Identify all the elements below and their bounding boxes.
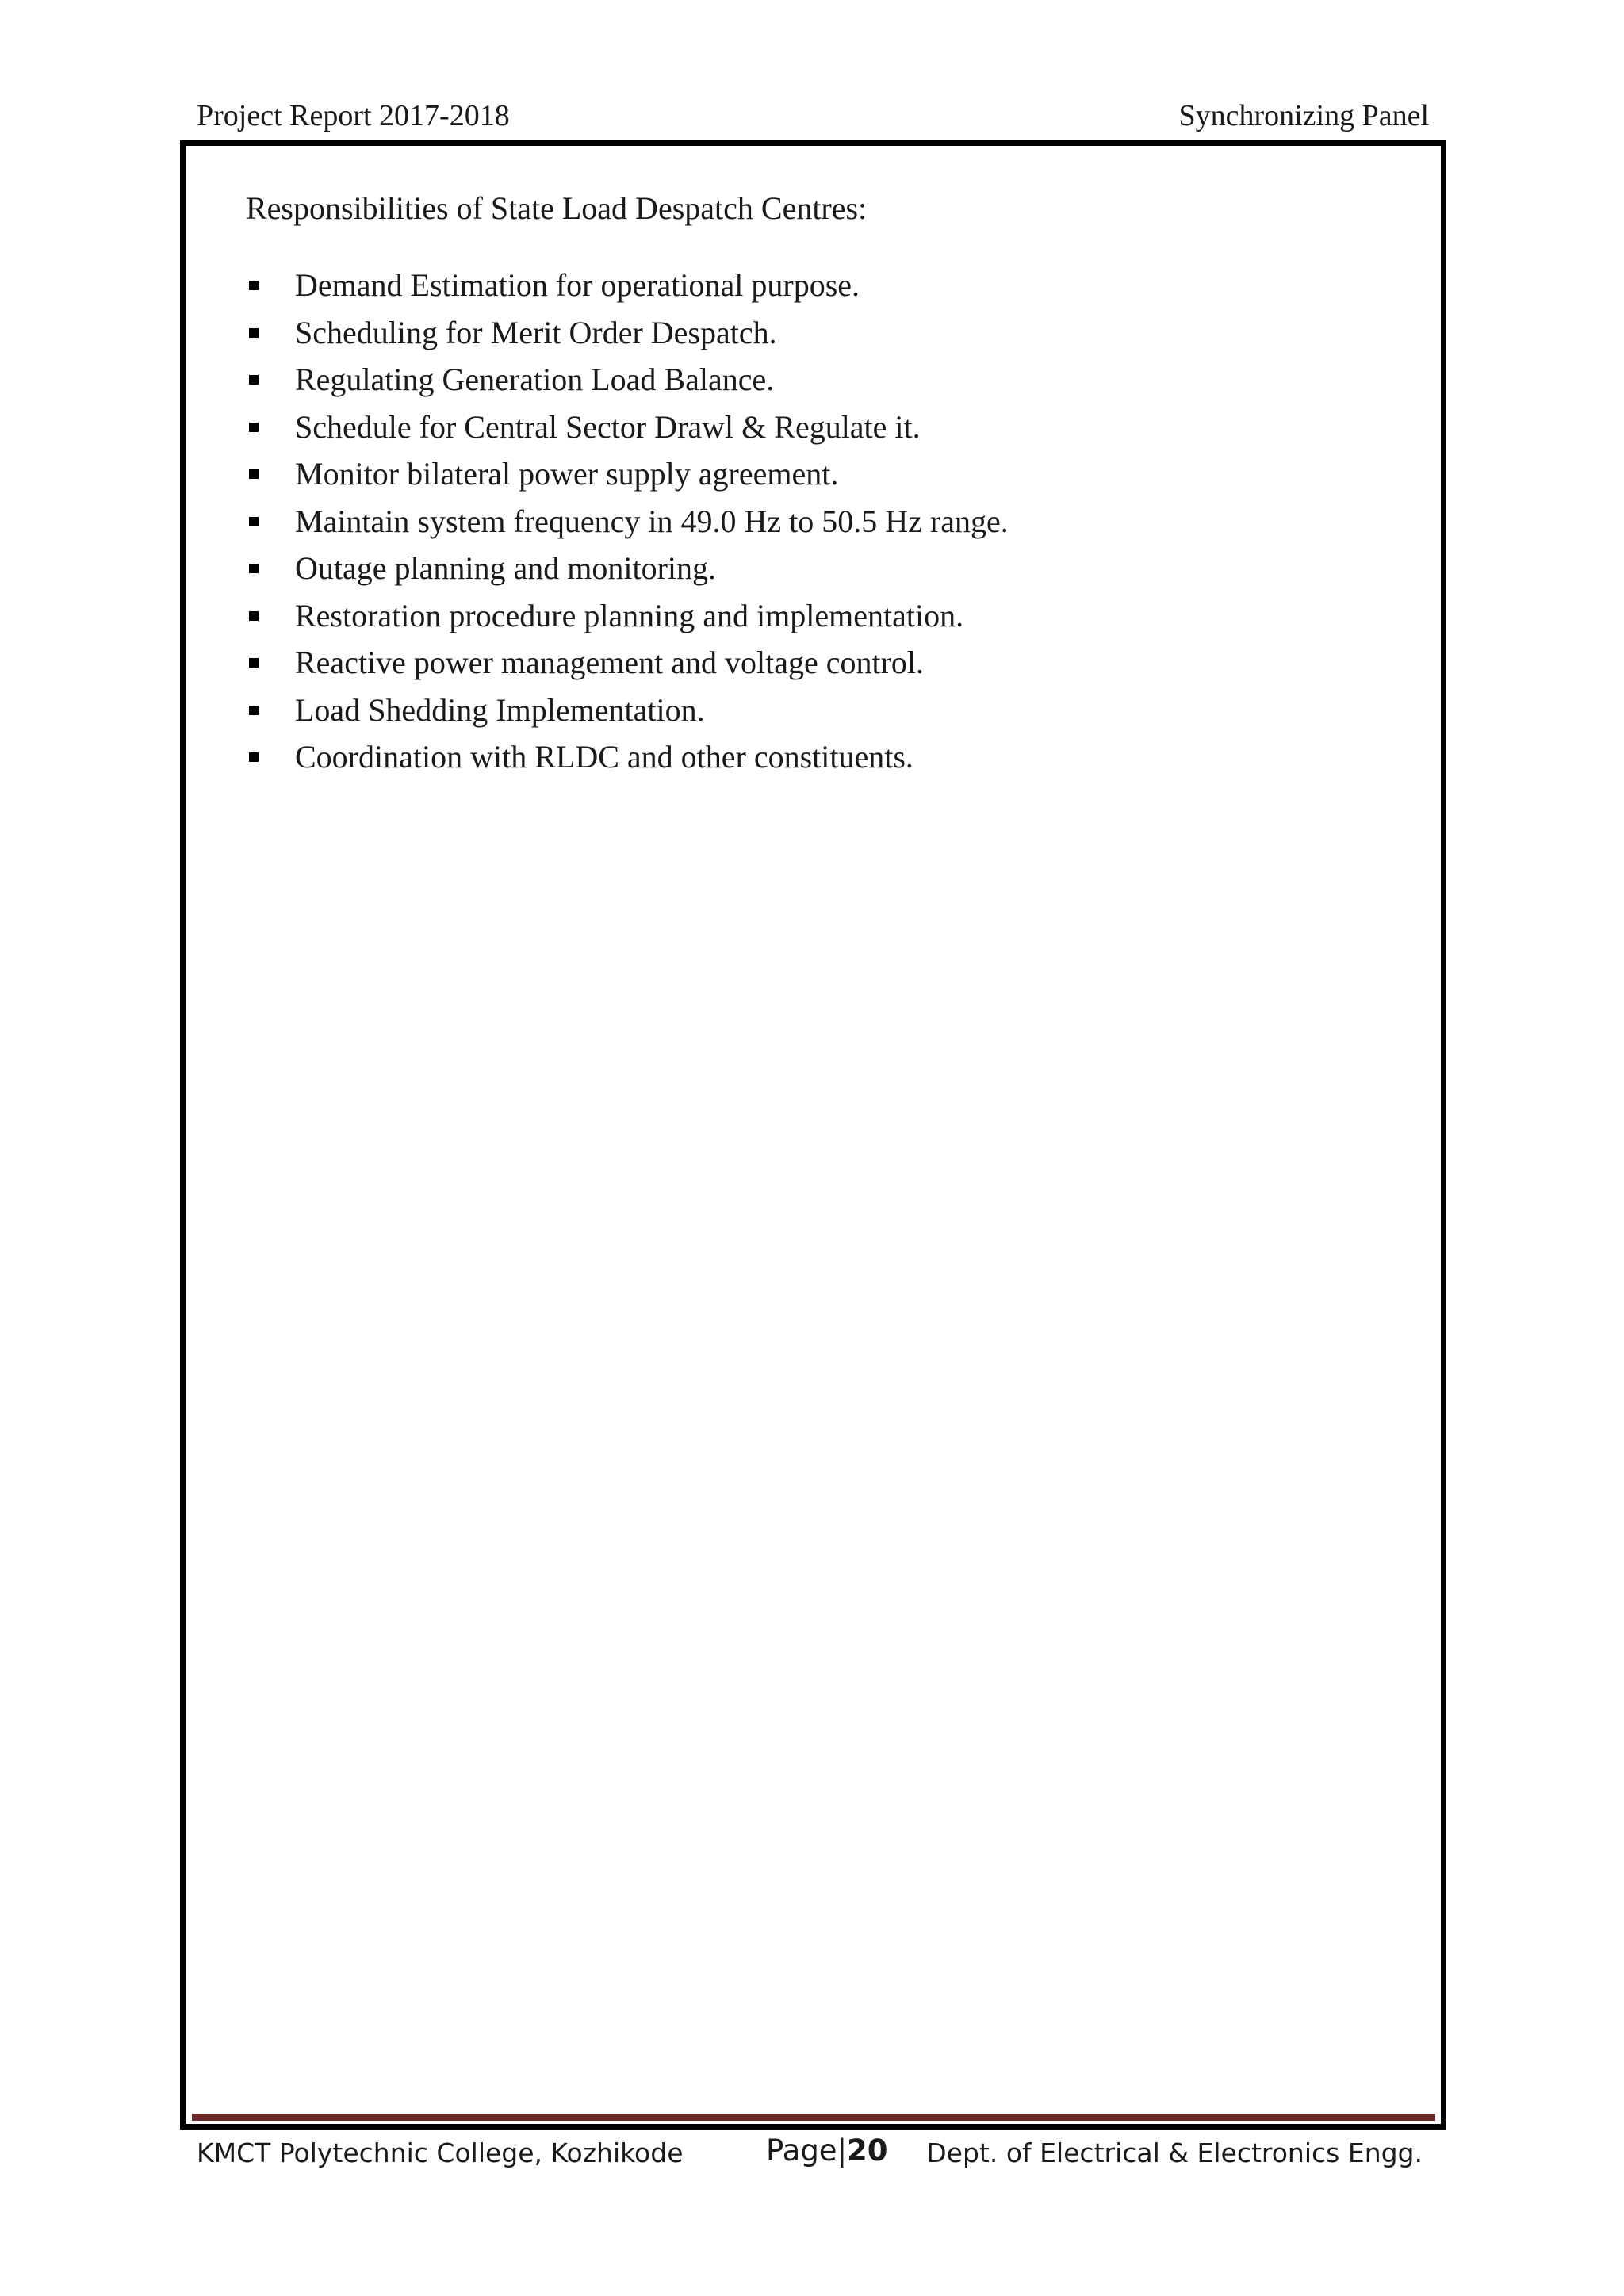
list-item-text: Regulating Generation Load Balance.	[295, 362, 775, 397]
square-bullet-icon	[249, 564, 259, 573]
list-item	[246, 687, 1009, 734]
list-item	[246, 404, 1009, 451]
list-item-text: Restoration procedure planning and implementation.	[295, 597, 964, 633]
square-bullet-icon	[249, 517, 259, 526]
list-item-text: Reactive power management and voltage control.	[295, 645, 925, 680]
page-number: 20	[847, 2133, 888, 2168]
list-item	[246, 498, 1009, 545]
responsibilities-list	[246, 262, 1009, 781]
square-bullet-icon	[249, 469, 259, 479]
footer-rule	[192, 2114, 1435, 2121]
list-item-text: Coordination with RLDC and other constituents.	[295, 739, 914, 775]
list-item-text: Schedule for Central Sector Drawl & Regulate it.	[295, 408, 921, 445]
header-project-name: Synchronizing Panel	[1178, 99, 1429, 132]
square-bullet-icon	[249, 375, 259, 385]
square-bullet-icon	[249, 423, 259, 432]
footer-department: Dept. of Electrical & Electronics Engg.	[926, 2137, 1423, 2168]
page-label: Page|	[766, 2133, 848, 2168]
list-item-text: Demand Estimation for operational purpose.	[295, 267, 860, 303]
square-bullet-icon	[249, 611, 259, 621]
list-item-text: Maintain system frequency in 49.0 Hz to 50.5 Hz range.	[295, 503, 1009, 539]
square-bullet-icon	[249, 281, 259, 290]
square-bullet-icon	[249, 752, 259, 762]
square-bullet-icon	[249, 328, 259, 338]
list-item-text: Monitor bilateral power supply agreement.	[295, 456, 839, 492]
list-item	[246, 450, 1009, 498]
list-item	[246, 592, 1009, 640]
list-item-text: Load Shedding Implementation.	[295, 691, 705, 728]
square-bullet-icon	[249, 658, 259, 668]
list-item-text: Outage planning and monitoring.	[295, 550, 717, 586]
list-item	[246, 545, 1009, 592]
section-title: Responsibilities of State Load Despatch Centres:	[246, 190, 868, 226]
list-item-text: Scheduling for Merit Order Despatch.	[295, 314, 777, 350]
list-item	[246, 639, 1009, 687]
square-bullet-icon	[249, 706, 259, 715]
list-item	[246, 309, 1009, 357]
list-item	[246, 733, 1009, 781]
header-report-title: Project Report 2017-2018	[197, 99, 510, 132]
footer-college-name: KMCT Polytechnic College, Kozhikode	[197, 2137, 684, 2168]
list-item	[246, 356, 1009, 404]
footer-page-indicator	[766, 2130, 888, 2172]
list-item	[246, 262, 1009, 309]
